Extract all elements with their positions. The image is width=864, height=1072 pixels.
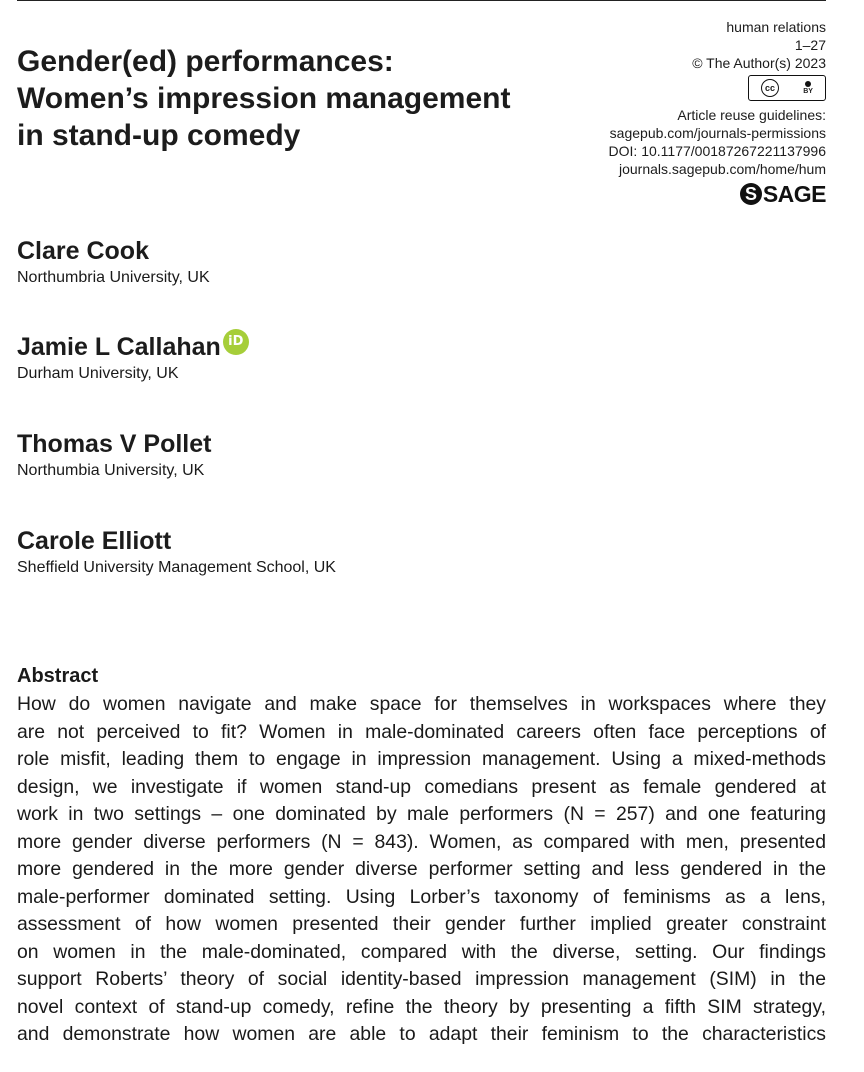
sage-s-icon: S: [740, 183, 762, 205]
author-block: [17, 332, 249, 384]
copyright-notice: © The Author(s) 2023: [692, 55, 826, 71]
abstract-line: novel context of stand-up comedy, refine the theory by presenting a fifth SIM strategy,: [17, 995, 826, 1018]
cc-by-label: BY: [803, 87, 813, 95]
author-affiliation: Northumbia University, UK: [17, 462, 205, 479]
abstract-text: [17, 691, 826, 1049]
sage-logo: [740, 183, 826, 205]
publisher-name: SAGE: [762, 181, 826, 207]
abstract-line: assessment of how women presented their gender further implied greater constraint: [17, 913, 826, 935]
reuse-link[interactable]: sagepub.com/journals-permissions: [609, 125, 826, 141]
abstract-line: male-performer dominated setting. Using Lorber’s taxonomy of feminisms as a lens,: [17, 885, 826, 908]
author-affiliation: Sheffield University Management School, UK: [17, 559, 336, 576]
reuse-label: Article reuse guidelines:: [677, 107, 826, 123]
article-title: [17, 43, 577, 154]
journal-name: human relations: [726, 19, 826, 35]
author-block: [17, 526, 336, 578]
title-line: Gender(ed) performances:: [17, 45, 394, 78]
orcid-icon[interactable]: iD: [223, 329, 249, 355]
author-affiliation: Northumbria University, UK: [17, 269, 210, 286]
title-line: Women’s impression management: [17, 82, 511, 115]
title-line: in stand-up comedy: [17, 119, 301, 152]
abstract-line: support Roberts’ theory of social identity-based impression management (SIM) in the: [17, 968, 826, 990]
doi[interactable]: DOI: 10.1177/00187267221137996: [608, 143, 826, 159]
cc-by-license-icon[interactable]: [748, 75, 826, 101]
page-range: 1–27: [794, 37, 826, 53]
cc-icon: cc: [761, 79, 779, 97]
by-icon: [803, 81, 813, 96]
abstract-line: more gender diverse performers (N = 843). Women, as compared with men, presented: [17, 830, 826, 853]
abstract-line: are not perceived to fit? Women in male-dominated careers often face perceptions of: [17, 720, 826, 743]
journal-metadata: [609, 18, 826, 205]
abstract-line: work in two settings – one dominated by male performers (N = 257) and one featuring: [17, 803, 826, 825]
journal-link[interactable]: journals.sagepub.com/home/hum: [618, 161, 826, 177]
author-block: [17, 429, 211, 481]
abstract-line: on women in the male-dominated, compared with the diverse, setting. Our findings: [17, 940, 826, 963]
author-affiliation: Durham University, UK: [17, 365, 179, 382]
abstract-line: role misfit, leading them to engage in impression management. Using a mixed-methods: [17, 748, 826, 770]
abstract-line: and demonstrate how women are able to adapt their feminism to the characteristics: [17, 1023, 826, 1045]
author-name: Carole Elliott: [17, 527, 172, 555]
author-name: Clare Cook: [17, 237, 149, 265]
abstract-line: How do women navigate and make space for themselves in workspaces where they: [17, 693, 826, 715]
abstract-line: more gendered in the more gender diverse performer setting and less gendered in the: [17, 858, 826, 880]
author-name: Thomas V Pollet: [17, 430, 212, 458]
top-rule: [17, 0, 826, 1]
abstract-line: design, we investigate if women stand-up comedians present as female gendered at: [17, 775, 826, 798]
author-name: Jamie L Callahan: [17, 333, 221, 361]
author-block: [17, 236, 210, 288]
abstract-heading: Abstract: [17, 665, 99, 687]
